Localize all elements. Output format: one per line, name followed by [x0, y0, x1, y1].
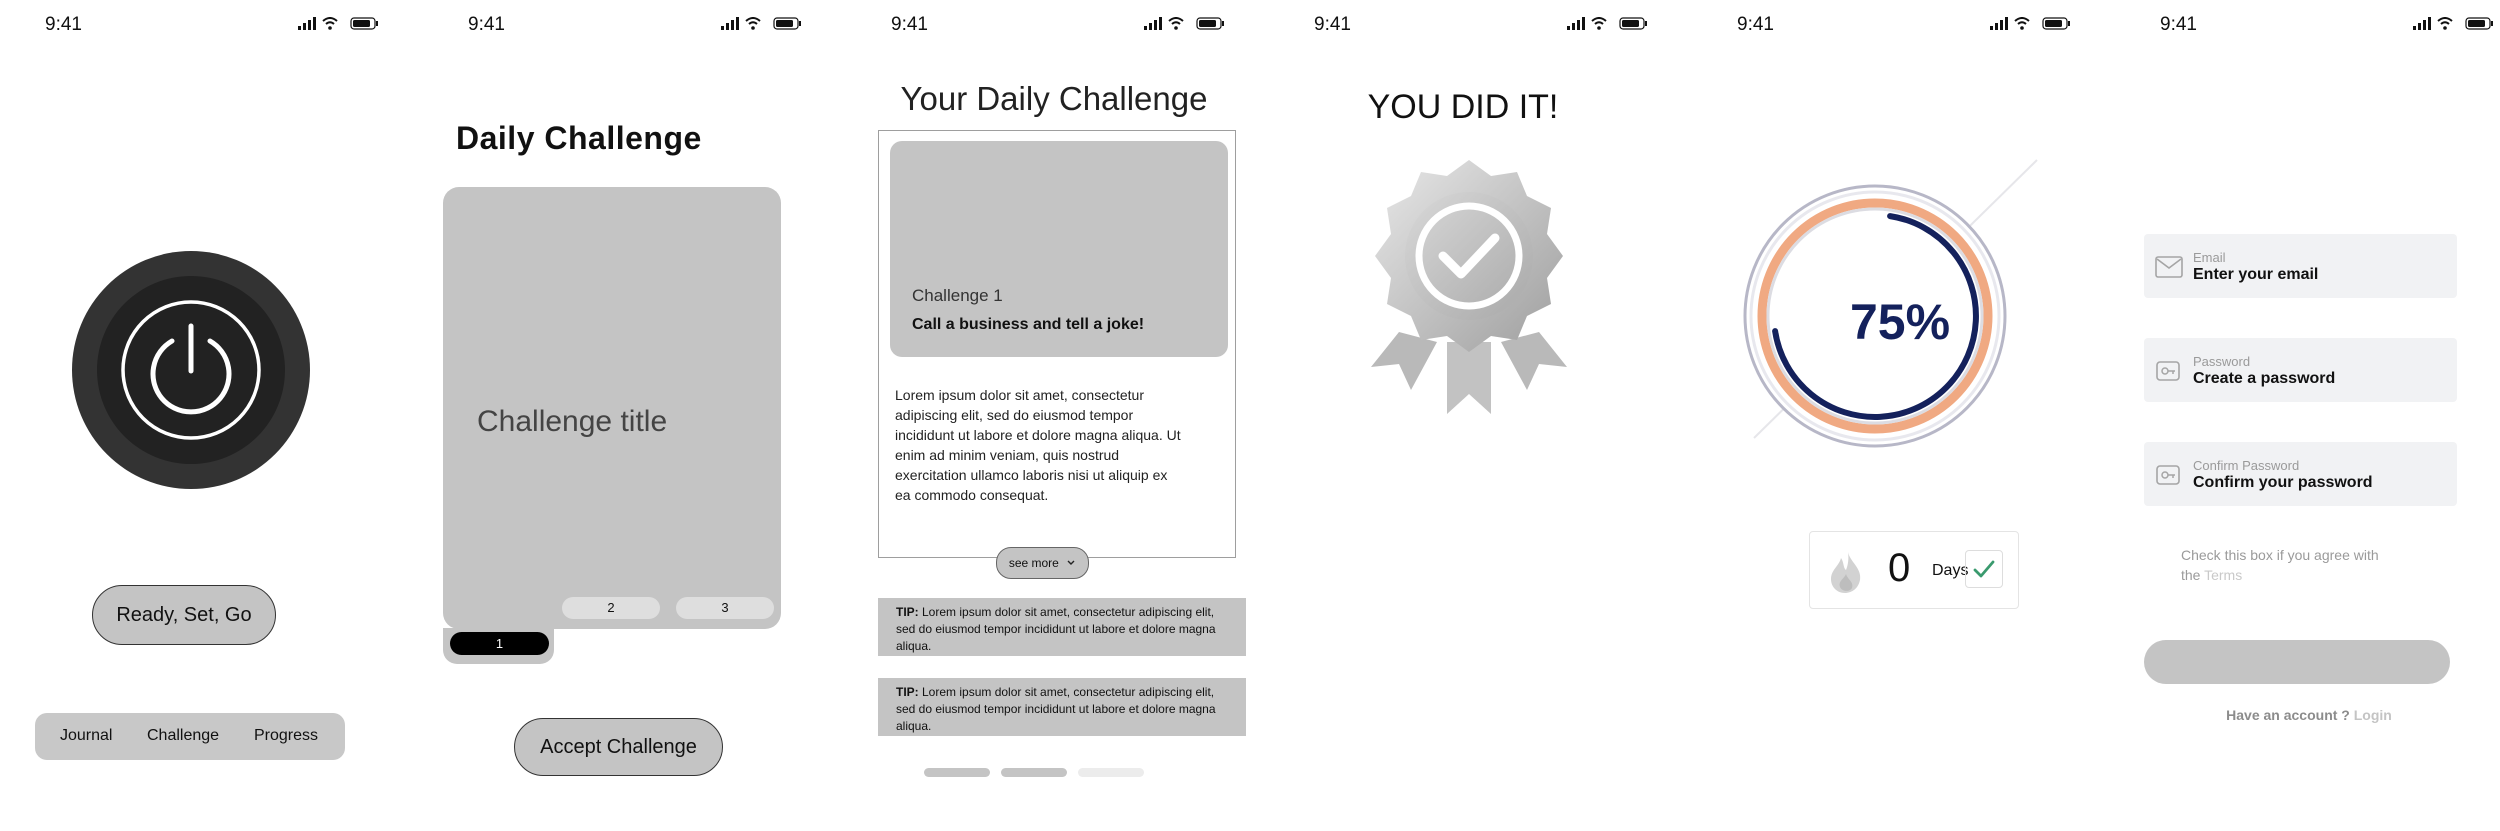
confirm-password-field[interactable]: [2144, 442, 2457, 506]
have-account: [2115, 707, 2500, 723]
tip-text: Lorem ipsum dolor sit amet, consectetur adipiscing elit, sed do eiusmod tempor incididunt ut labore et dolore magna aliqua.: [896, 685, 1216, 733]
challenge-card: [890, 141, 1228, 357]
screen-you-did-it: [1269, 0, 1685, 831]
tip-box: [878, 678, 1246, 736]
award-badge-icon: [1359, 152, 1579, 422]
terms-agreement[interactable]: [2181, 545, 2381, 585]
signup-button[interactable]: [2144, 640, 2450, 684]
status-icons: [298, 17, 380, 36]
password-label: Password: [2193, 354, 2251, 369]
progress-percent: 75%: [1849, 294, 1951, 350]
status-icons: [2413, 17, 2495, 36]
wifi-icon: [2438, 18, 2452, 30]
wifi-icon: [746, 18, 760, 30]
signal-icon: [1990, 17, 2008, 30]
signal-icon: [298, 17, 316, 30]
confirm-password-label: Confirm Password: [2193, 458, 2300, 473]
tip-text: Lorem ipsum dolor sit amet, consectetur adipiscing elit, sed do eiusmod tempor incididunt ut labore et dolore magna aliqua.: [896, 605, 1216, 653]
status-icons: [1144, 17, 1226, 36]
battery-icon: [1620, 18, 1647, 29]
streak-counter: [1809, 531, 2019, 609]
battery-icon: [2466, 18, 2493, 29]
status-time: 9:41: [891, 14, 928, 35]
wifi-icon: [1169, 18, 1183, 30]
page-title: Your Daily Challenge: [900, 80, 1208, 117]
signal-icon: [2413, 17, 2431, 30]
tip-box: [878, 598, 1246, 656]
password-field[interactable]: [2144, 338, 2457, 402]
challenge-card-title: Challenge title: [477, 405, 668, 438]
screen-daily-challenge: [423, 0, 839, 831]
confirm-password-placeholder: Confirm your password: [2193, 474, 2373, 491]
challenge-name: Call a business and tell a joke!: [912, 316, 1145, 333]
status-time: 9:41: [1737, 14, 1774, 35]
check-icon: [1966, 551, 2002, 587]
streak-count: 0: [1888, 546, 1911, 590]
page-indicator-dot[interactable]: [1078, 768, 1144, 777]
power-button[interactable]: [72, 251, 310, 489]
have-account-text: Have an account ?: [2226, 707, 2354, 723]
challenge-number: Challenge 1: [912, 286, 1003, 305]
power-icon: [97, 276, 285, 464]
password-placeholder: Create a password: [2193, 370, 2336, 387]
mail-icon: [2154, 254, 2184, 280]
terms-agreement-text: Check this box if you agree with the: [2181, 547, 2379, 583]
chevron-down-icon: [1066, 559, 1076, 567]
screen-progress: [1692, 0, 2108, 831]
status-time: 9:41: [2160, 14, 2197, 35]
status-time: 9:41: [468, 14, 505, 35]
flame-icon: [1828, 550, 1866, 594]
see-more-button[interactable]: [996, 547, 1089, 579]
screen-your-daily-challenge: [846, 0, 1262, 831]
tab-2[interactable]: 2: [562, 597, 660, 619]
screen-home: [0, 0, 416, 831]
terms-link[interactable]: Terms: [2204, 567, 2243, 583]
battery-icon: [1197, 18, 1224, 29]
status-icons: [1990, 17, 2072, 36]
email-field[interactable]: [2144, 234, 2457, 298]
tab-1[interactable]: 1: [450, 632, 549, 655]
status-time: 9:41: [1314, 14, 1351, 35]
nav-journal[interactable]: Journal: [60, 727, 113, 744]
battery-icon: [351, 18, 378, 29]
screen-signup: [2115, 0, 2500, 831]
see-more-label: see more: [1008, 556, 1059, 570]
bottom-nav: [35, 713, 345, 760]
wifi-icon: [323, 18, 337, 30]
tab-3[interactable]: 3: [676, 597, 774, 619]
page-indicator-dot[interactable]: [924, 768, 990, 777]
login-link[interactable]: Login: [2353, 707, 2392, 723]
key-icon: [2154, 358, 2184, 384]
checkin-button[interactable]: [1965, 550, 2003, 588]
battery-icon: [774, 18, 801, 29]
success-title: YOU DID IT!: [1367, 88, 1559, 126]
signal-icon: [721, 17, 739, 30]
key-icon: [2154, 462, 2184, 488]
accept-challenge-button[interactable]: Accept Challenge: [514, 718, 723, 776]
wifi-icon: [2015, 18, 2029, 30]
page-indicator-dot[interactable]: [1001, 768, 1067, 777]
signal-icon: [1567, 17, 1585, 30]
tip-label: TIP:: [896, 605, 919, 619]
battery-icon: [2043, 18, 2070, 29]
nav-progress[interactable]: Progress: [254, 727, 319, 744]
status-icons: [1567, 17, 1649, 36]
page-title: Daily Challenge: [456, 120, 702, 156]
tip-label: TIP:: [896, 685, 919, 699]
email-placeholder: Enter your email: [2193, 266, 2319, 283]
streak-label: Days: [1932, 562, 1969, 579]
nav-challenge[interactable]: Challenge: [147, 727, 220, 744]
challenge-card[interactable]: [443, 187, 781, 629]
challenge-description: Lorem ipsum dolor sit amet, consectetur adipiscing elit, sed do eiusmod tempor incididunt ut labore et dolore magna aliqua. Ut enim ad minim veniam, quis nostrud exercitation ullamco laboris nisi ut aliquip ex ea commodo consequat.: [895, 387, 1181, 503]
status-icons: [721, 17, 803, 36]
email-label: Email: [2193, 250, 2226, 265]
signal-icon: [1144, 17, 1162, 30]
ready-button[interactable]: Ready, Set, Go: [92, 585, 276, 645]
wifi-icon: [1592, 18, 1606, 30]
status-time: 9:41: [45, 14, 82, 35]
